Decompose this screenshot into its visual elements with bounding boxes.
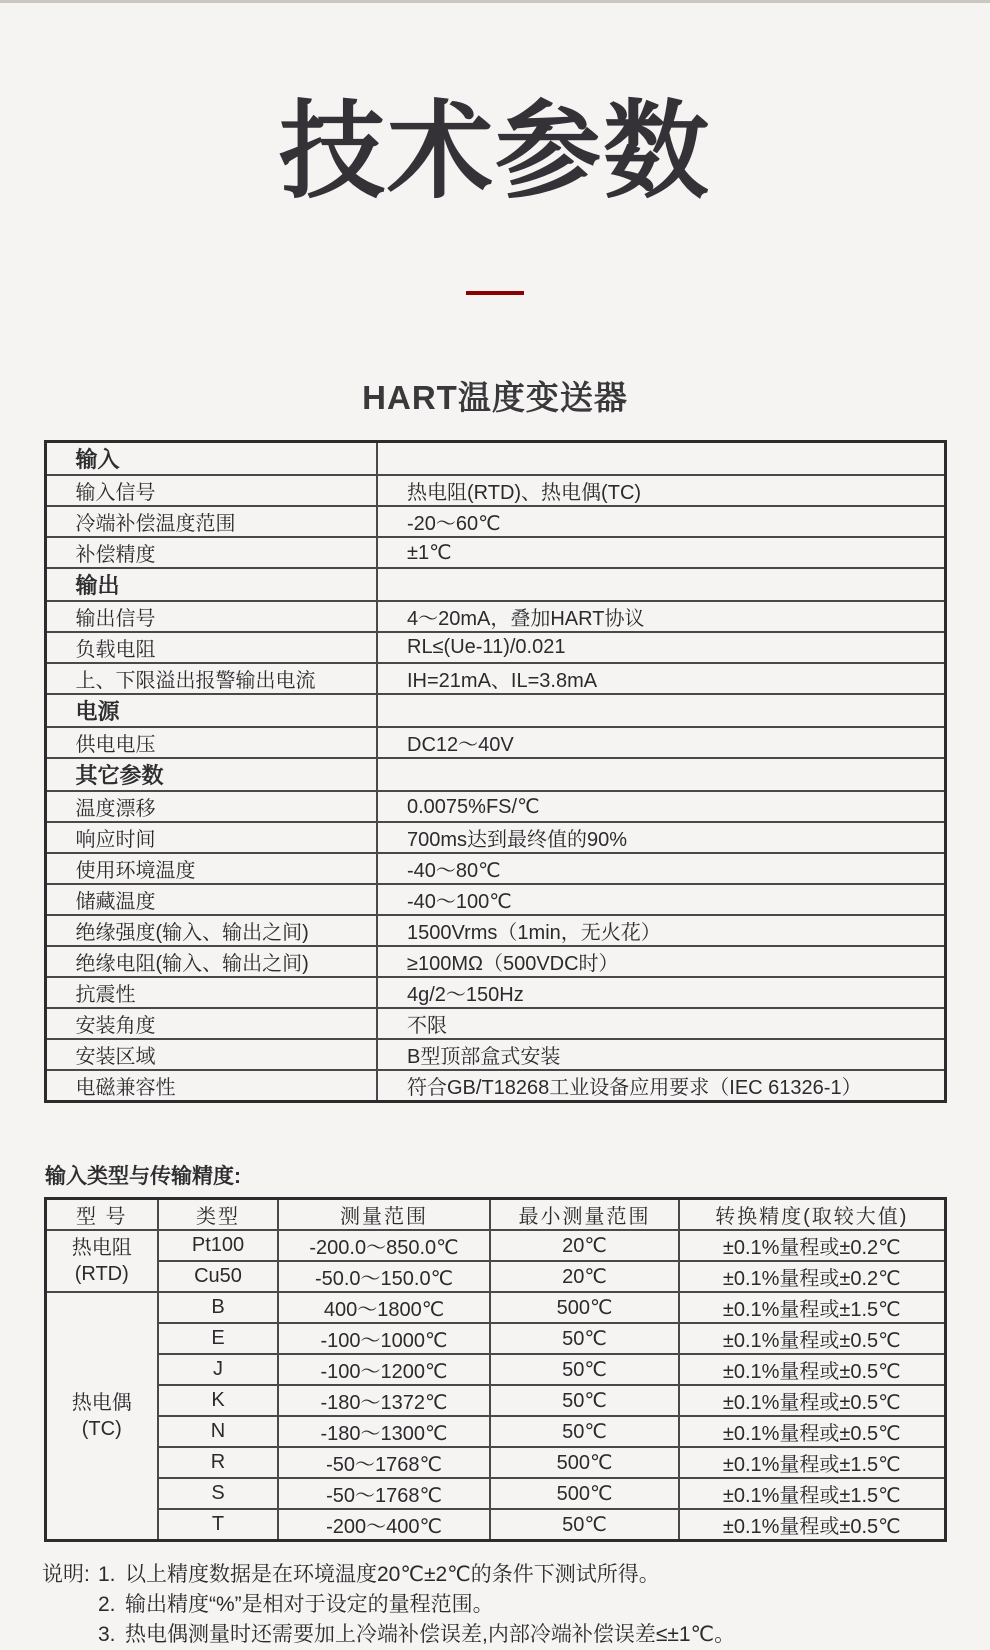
spec-label-cell: 绝缘强度(输入、输出之间) [45,915,377,946]
model-name: 热电偶 [71,1392,132,1415]
note-prefix: 说明: [42,1563,90,1587]
spec-value-cell [377,568,945,601]
accuracy-row [45,1354,945,1385]
spec-label-cell: 储藏温度 [45,884,377,915]
range-cell: -100～1200℃ [278,1354,490,1385]
model-group-cell-tc [45,1292,158,1541]
min-range-cell: 500℃ [490,1447,679,1478]
spec-label-cell: 绝缘电阻(输入、输出之间) [45,946,377,977]
note-number: 2. [98,1593,116,1617]
accuracy-cell: ±0.1%量程或±0.2℃ [679,1261,945,1292]
min-range-cell: 500℃ [490,1292,679,1323]
product-subtitle: HART温度变送器 [362,379,628,417]
sensor-type-cell: N [158,1416,278,1447]
spec-value-cell: 符合GB/T18268工业设备应用要求（IEC 61326-1） [377,1070,945,1102]
spec-row [45,632,945,663]
spec-value-cell [377,694,945,727]
range-cell: -50.0～150.0℃ [278,1261,490,1292]
min-range-cell: 500℃ [490,1478,679,1509]
accuracy-heading: 输入类型与传输精度: [45,1165,241,1189]
accuracy-cell: ±0.1%量程或±0.2℃ [679,1230,945,1261]
sensor-type-cell: B [158,1292,278,1323]
spec-row [45,884,945,915]
spec-label-cell: 补偿精度 [45,537,377,568]
spec-label-cell: 负载电阻 [45,632,377,663]
column-header-accuracy: 转换精度(取较大值) [679,1199,945,1231]
spec-label-cell: 电磁兼容性 [45,1070,377,1102]
accuracy-header-row [45,1199,945,1231]
spec-section-row [45,758,945,791]
min-range-cell: 50℃ [490,1354,679,1385]
spec-label-cell: 抗震性 [45,977,377,1008]
note-number: 3. [98,1623,116,1647]
range-cell: -50～1768℃ [278,1447,490,1478]
sensor-type-cell: R [158,1447,278,1478]
model-abbr: (TC) [81,1418,122,1441]
sensor-type-cell: K [158,1385,278,1416]
sensor-type-cell: Cu50 [158,1261,278,1292]
column-header-type: 类型 [158,1199,278,1231]
spec-row [45,1070,945,1102]
spec-value-cell: ≥100MΩ（500VDC时） [377,946,945,977]
spec-label-cell: 温度漂移 [45,791,377,822]
spec-section-row [45,694,945,727]
min-range-cell: 50℃ [490,1385,679,1416]
min-range-cell: 20℃ [490,1230,679,1261]
spec-value-cell: 4g/2～150Hz [377,977,945,1008]
spec-row [45,1008,945,1039]
spec-row [45,977,945,1008]
spec-row [45,506,945,537]
accuracy-cell: ±0.1%量程或±1.5℃ [679,1292,945,1323]
note-prefix-spacer [42,1620,98,1650]
sensor-type-cell: T [158,1509,278,1541]
range-cell: -180～1300℃ [278,1416,490,1447]
range-cell: -200～400℃ [278,1509,490,1541]
range-cell: 400～1800℃ [278,1292,490,1323]
spec-label-cell: 安装角度 [45,1008,377,1039]
spec-label-cell: 输入信号 [45,475,377,506]
spec-label-cell: 上、下限溢出报警输出电流 [45,663,377,694]
spec-row [45,601,945,632]
spec-value-cell: 700ms达到最终值的90% [377,822,945,853]
column-header-range: 测量范围 [278,1199,490,1231]
spec-row [45,853,945,884]
accuracy-table [44,1197,947,1542]
sensor-type-cell: S [158,1478,278,1509]
model-group-cell-rtd [45,1230,158,1292]
range-cell: -180～1372℃ [278,1385,490,1416]
spec-section-row [45,568,945,601]
spec-value-cell [377,758,945,791]
spec-label-cell: 输出信号 [45,601,377,632]
spec-section-label: 输出 [45,568,377,601]
note-text: 热电偶测量时还需要加上冷端补偿误差,内部冷端补偿误差≤±1℃。 [125,1623,736,1647]
spec-value-cell: DC12～40V [377,727,945,758]
min-range-cell: 50℃ [490,1509,679,1541]
spec-row [45,537,945,568]
spec-row [45,915,945,946]
column-header-model: 型 号 [45,1199,158,1231]
note-item [42,1590,990,1620]
spec-value-cell [377,442,945,476]
range-cell: -200.0～850.0℃ [278,1230,490,1261]
accuracy-cell: ±0.1%量程或±0.5℃ [679,1416,945,1447]
accuracy-cell: ±0.1%量程或±1.5℃ [679,1478,945,1509]
spec-value-cell: 4～20mA，叠加HART协议 [377,601,945,632]
spec-label-cell: 冷端补偿温度范围 [45,506,377,537]
spec-label-cell: 响应时间 [45,822,377,853]
note-text: 输出精度“%”是相对于设定的量程范围。 [125,1593,494,1617]
min-range-cell: 50℃ [490,1323,679,1354]
min-range-cell: 50℃ [490,1416,679,1447]
accuracy-row [45,1323,945,1354]
top-divider-line [0,0,990,3]
sensor-type-cell: Pt100 [158,1230,278,1261]
spec-row [45,946,945,977]
spec-section-label: 电源 [45,694,377,727]
spec-row [45,822,945,853]
note-text: 以上精度数据是在环境温度20℃±2℃的条件下测试所得。 [125,1563,660,1587]
min-range-cell: 20℃ [490,1261,679,1292]
spec-table [44,440,947,1103]
notes [42,1560,990,1650]
accuracy-row [45,1416,945,1447]
spec-value-cell: ±1℃ [377,537,945,568]
accuracy-row [45,1261,945,1292]
spec-section-label: 输入 [45,442,377,476]
spec-value-cell: -40～100℃ [377,884,945,915]
note-number: 1. [98,1563,116,1587]
spec-row [45,791,945,822]
accuracy-row [45,1230,945,1261]
model-abbr: (RTD) [74,1263,129,1286]
accuracy-cell: ±0.1%量程或±0.5℃ [679,1354,945,1385]
spec-section-row [45,442,945,476]
spec-row [45,1039,945,1070]
spec-value-cell: 不限 [377,1008,945,1039]
note-item [42,1560,990,1590]
accuracy-cell: ±0.1%量程或±0.5℃ [679,1323,945,1354]
spec-value-cell: IH=21mA、IL=3.8mA [377,663,945,694]
accuracy-row [45,1447,945,1478]
spec-section-label: 其它参数 [45,758,377,791]
column-header-min-range: 最小测量范围 [490,1199,679,1231]
accuracy-cell: ±0.1%量程或±0.5℃ [679,1509,945,1541]
spec-value-cell: B型顶部盒式安装 [377,1039,945,1070]
spec-label-cell: 供电电压 [45,727,377,758]
accent-divider [466,291,524,295]
range-cell: -100～1000℃ [278,1323,490,1354]
spec-value-cell: 1500Vrms（1min，无火花） [377,915,945,946]
page-title: 技术参数 [279,93,711,211]
accuracy-cell: ±0.1%量程或±1.5℃ [679,1447,945,1478]
spec-value-cell: 热电阻(RTD)、热电偶(TC) [377,475,945,506]
note-item [42,1620,990,1650]
spec-value-cell: -40～80℃ [377,853,945,884]
accuracy-row [45,1478,945,1509]
sensor-type-cell: E [158,1323,278,1354]
accuracy-row [45,1292,945,1323]
spec-value-cell: 0.0075%FS/℃ [377,791,945,822]
spec-row [45,475,945,506]
spec-value-cell: RL≤(Ue-11)/0.021 [377,632,945,663]
range-cell: -50～1768℃ [278,1478,490,1509]
accuracy-row [45,1385,945,1416]
accuracy-row [45,1509,945,1541]
model-name: 热电阻 [71,1237,132,1260]
accuracy-cell: ±0.1%量程或±0.5℃ [679,1385,945,1416]
spec-row [45,663,945,694]
spec-label-cell: 安装区域 [45,1039,377,1070]
sensor-type-cell: J [158,1354,278,1385]
spec-value-cell: -20～60℃ [377,506,945,537]
spec-row [45,727,945,758]
spec-label-cell: 使用环境温度 [45,853,377,884]
note-prefix-spacer [42,1590,98,1620]
